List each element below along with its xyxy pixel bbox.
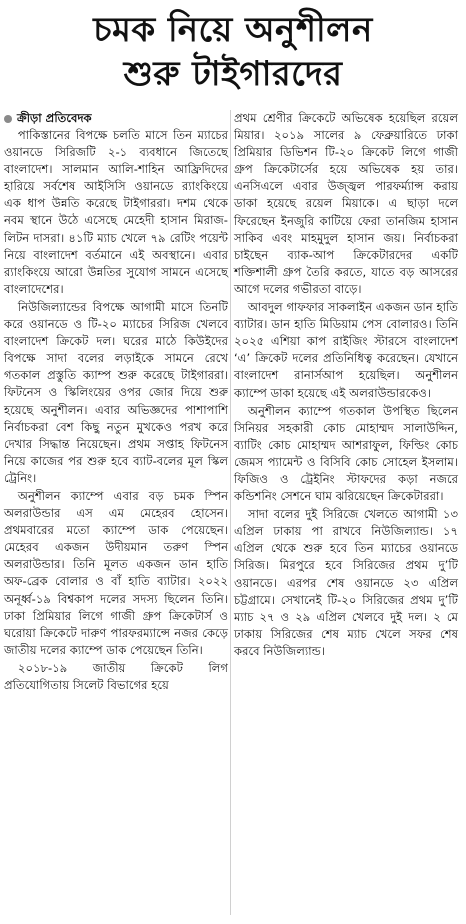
bullet-icon bbox=[4, 115, 12, 123]
paragraph: সাদা বলের দুই সিরিজে খেলতে আগামী ১৩ এপ্রিল ঢাকায় পা রাখবে নিউজিল্যান্ড। ১৭ এপ্রিল থেকে শুরু হবে তিন ম্যাচের ওয়ানডে সিরিজ। মিরপুরে হবে সিরিজের প্রথম দু’টি ওয়ানডে। এরপর শেষ ওয়ানডে ২৩ এপ্রিল চট্টগ্রামে। সেখানেই টি-২০ সিরিজের প্রথম দু’টি ম্যাচ ২৭ ও ২৯ এপ্রিল খেলবে দুই দল। ২ মে ঢাকায় সিরিজের শেষ ম্যাচ খেলে সফর শেষ করবে নিউজিল্যান্ড। bbox=[234, 507, 458, 658]
column-divider bbox=[230, 110, 231, 915]
paragraph: আবদুল গাফফার সাকলাইন একজন ডান হাতি ব্যাটার। ডান হাতি মিডিয়াম পেস বোলারও। তিনি ২০২৫ এশিয়া কাপ রাইজিং স্টারসে বাংলাদেশ ‘এ’ ক্রিকেট দলের প্রতিনিধিত্ব করেছেন। যেখানে বাংলাদেশ রানার্সআপ হয়েছিল। অনুশীলন ক্যাম্পে ডাকা হয়েছে এই অলরাউন্ডারকেও। bbox=[234, 300, 458, 400]
headline-line-2: শুরু টাইগারদের bbox=[123, 54, 343, 94]
paragraph: নিউজিল্যান্ডের বিপক্ষে আগামী মাসে তিনটি করে ওয়ানডে ও টি-২০ ম্যাচের সিরিজ খেলবে বাংলাদেশ ক্রিকেট দল। ঘরের মাঠে কিউইদের বিপক্ষে সাদা বলের লড়াইকে সামনে রেখে গতকাল প্রস্তুতি ক্যাম্প শুরু করেছে টাইগাররা। ফিটনেস ও স্কিলিংয়ের ওপর জোর দিয়ে শুরু হয়েছে অনুশীলন। এবার অভিজ্ঞদের পাশাপাশি নির্বাচকরা বেশ কিছু নতুন মুখকেও পরখ করে দেখার সিদ্ধান্ত নিয়েছেন। প্রথম সপ্তাহ ফিটনেস নিয়ে কাজের পর শুরু হবে ব্যাট-বলের মূল স্কিল ট্রেনিং। bbox=[4, 299, 228, 485]
article-column-left bbox=[4, 110, 228, 694]
paragraph: অনুশীলন ক্যাম্পে গতকাল উপস্থিত ছিলেন সিনিয়র সহকারী কোচ মোহাম্মদ সালাউদ্দিন, ব্যাটিং কোচ মোহাম্মদ আশরাফুল, ফিল্ডিং কোচ জেমস প্যামেন্ট ও বিসিবি কোচ সোহেল ইসলাম। ফিজিও ও ট্রেইনিং স্টাফদের কড়া নজরে কন্ডিশনিং সেশনে ঘাম ঝরিয়েছেন ক্রিকেটাররা। bbox=[234, 403, 458, 504]
paragraph: পাকিস্তানের বিপক্ষে চলতি মাসে তিন ম্যাচের ওয়ানডে সিরিজটি ২-১ ব্যবধানে জিতেছে বাংলাদেশ। সালমান আলি-শাহিন আফ্রিদিদের হারিয়ে সর্বশেষ আইসিসি ওয়ানডে র‍্যাংকিংয়ে এক ধাপ উন্নতি করেছে টাইগাররা। দশম থেকে নবম স্থানে উঠে এসেছে মেহেদী হাসান মিরাজ-লিটন দাসরা। ৪১টি ম্যাচ খেলে ৭৯ রেটিং পয়েন্ট নিয়ে বাংলাদেশ বর্তমানে এই অবস্থানে। এবার র‍্যাংকিংয়ে আরো উন্নতির সুযোগ সামনে এসেছে বাংলাদেশের। bbox=[4, 128, 228, 296]
byline bbox=[4, 110, 228, 127]
paragraph: অনুশীলন ক্যাম্পে এবার বড় চমক স্পিন অলরাউন্ডার এস এম মেহেরব হোসেন। প্রথমবারের মতো ক্যাম্পে ডাক পেয়েছেন। মেহেরব একজন উদীয়মান তরুণ স্পিন অলরাউন্ডার। তিনি মূলত একজন ডান হাতি অফ-ব্রেক বোলার ও বাঁ হাতি ব্যাটার। ২০২২ অনূর্ধ্ব-১৯ বিশ্বকাপ দলের সদস্য ছিলেন তিনি। ঢাকা প্রিমিয়ার লিগে গাজী গ্রুপ ক্রিকেটার্স ও ঘরোয়া ক্রিকেটে দারুণ পারফরম্যান্সে নজর কেড়ে জাতীয় দলের ক্যাম্পে ডাক পেয়েছেন তিনি। bbox=[4, 488, 228, 657]
paragraph: ২০১৮-১৯ জাতীয় ক্রিকেট লিগ প্রতিযোগিতায় সিলেট বিভাগের হয়ে bbox=[4, 660, 228, 692]
byline-text: ক্রীড়া প্রতিবেদক bbox=[17, 111, 92, 125]
article-column-right bbox=[234, 110, 458, 660]
paragraph: প্রথম শ্রেণীর ক্রিকেটে অভিষেক হয়েছিল রয়েল মিয়ার। ২০১৯ সালের ৯ ফেব্রুয়ারিতে ঢাকা প্রিমিয়ার ডিভিশন টি-২০ ক্রিকেট লিগে গাজী গ্রুপ ক্রিকেটার্সের হয়ে অভিষেক হয় তার। এনসিএলে এবার উজ্জ্বল পারফর্ম্যান্স করায় ডাকা হয়েছে রয়েল মিয়াকে। এ ছাড়া দলে ফিরেছেন ইনজুরি কাটিয়ে ফেরা তানজিম হাসান সাকিব এবং মাহমুদুল হাসান জয়। নির্বাচকরা চাইছেন ব্যাক-আপ ক্রিকেটারদের একটি শক্তিশালী গ্রুপ তৈরি করতে, যাতে বড় আসরের আগে দলের গভীরতা বাড়ে। bbox=[234, 111, 458, 296]
headline bbox=[0, 8, 466, 96]
headline-line-1: চমক নিয়ে অনুশীলন bbox=[93, 10, 373, 50]
